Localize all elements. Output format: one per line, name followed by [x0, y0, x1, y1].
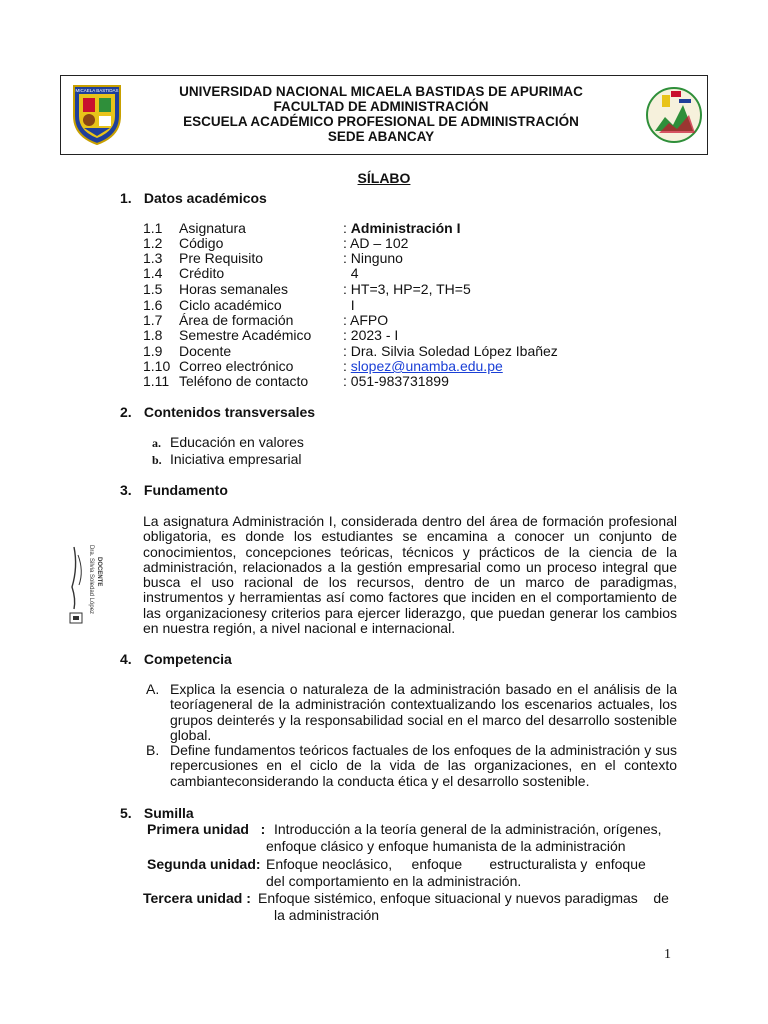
row-label: Correo electrónico: [179, 358, 294, 374]
row-number: 1.3: [143, 250, 163, 266]
row-number: 1.1: [143, 220, 163, 236]
row-label: Área de formación: [179, 312, 294, 328]
unit-line: del comportamiento en la administración.: [266, 873, 522, 889]
unit-line: Enfoque sistémico, enfoque situacional y nuevos paradigmas de: [258, 890, 669, 906]
document-title: SÍLABO: [357, 170, 411, 186]
header-box: [60, 75, 708, 155]
page-number: 1: [664, 947, 671, 962]
list-item: [152, 451, 302, 468]
faculty-name: FACULTAD DE ADMINISTRACIÓN: [273, 99, 489, 114]
row-value: I: [343, 297, 355, 313]
row-number: 1.8: [143, 327, 163, 343]
row-number: 1.9: [143, 343, 163, 359]
section-number: 4.: [120, 651, 132, 667]
unit-label: Tercera unidad :: [143, 890, 255, 906]
section-number: 5.: [120, 805, 132, 821]
section-fundamento: [120, 482, 228, 498]
row-number: 1.7: [143, 312, 163, 328]
email-link[interactable]: slopez@unamba.edu.pe: [350, 358, 503, 374]
row-label: Docente: [179, 343, 232, 359]
competency-letter: A.: [146, 681, 160, 697]
row-number: 1.6: [143, 297, 163, 313]
list-text: Educación en valores: [170, 434, 304, 450]
section-sumilla: [120, 805, 194, 821]
section-number: 1.: [120, 190, 132, 206]
header-title: [121, 84, 641, 144]
administration-school-logo-icon: [645, 81, 703, 149]
row-value: : AD – 102: [343, 235, 409, 251]
row-value: 4: [343, 265, 359, 281]
section-title: Datos académicos: [143, 190, 267, 206]
list-marker: b.: [152, 453, 162, 467]
competency-letter: B.: [146, 742, 160, 758]
school-name: ESCUELA ACADÉMICO PROFESIONAL DE ADMINISTRACIÓN: [183, 114, 579, 129]
competency-text: Define fundamentos teóricos factuales de los enfoques de la administración y sus repercusiones en el ciclo de la vida de las organizaciones, en el contexto cambianteconsiderando la conducta ética y el desarrollo sostenible.: [170, 742, 677, 789]
row-label: Código: [179, 235, 224, 251]
row-number: 1.4: [143, 265, 163, 281]
row-label: Semestre Académico: [179, 327, 312, 343]
row-value: : AFPO: [343, 312, 389, 328]
row-label: Horas semanales: [179, 281, 288, 297]
row-label: Ciclo académico: [179, 297, 282, 313]
signature-stamp-icon: [66, 537, 106, 627]
row-value: : Ninguno: [343, 250, 403, 266]
svg-text:MICAELA BASTIDAS: MICAELA BASTIDAS: [75, 88, 119, 93]
row-number: 1.11: [143, 373, 170, 389]
university-crest-icon: [70, 82, 124, 146]
university-name: UNIVERSIDAD NACIONAL MICAELA BASTIDAS DE APURIMAC: [179, 84, 583, 99]
section-title: Sumilla: [143, 805, 194, 821]
section-datos-academicos: [120, 190, 267, 206]
fundamento-paragraph: La asignatura Administración I, considerada dentro del área de formación profesional obligatoria, es donde los estudiantes se encamina a conocer un conjunto de conocimientos, concepciones teóricas, técnicos y prácticos de la ciencia de la administración, relacionados a la gestión empresarial como un proceso integral que busca el uso racional de los recursos, dentro de un marco de paradigmas, instrumentos y herramientas así como factores que inciden en el comportamiento de las organizacionesy criterios para ejercer liderazgo, que puedan generar los cambios en nuestra región, a nivel nacional e internacional.: [143, 513, 677, 637]
row-value: : HT=3, HP=2, TH=5: [343, 281, 471, 297]
unit-line: la administración: [274, 907, 380, 923]
row-value: : Dra. Silvia Soledad López Ibañez: [343, 343, 558, 359]
row-value: : 051-983731899: [343, 373, 449, 389]
section-number: 2.: [120, 404, 132, 420]
section-title: Fundamento: [143, 482, 228, 498]
row-value: : Administración I: [343, 220, 461, 236]
section-number: 3.: [120, 482, 132, 498]
row-number: 1.2: [143, 235, 163, 251]
svg-text:Dra. Silvia Soledad López: Dra. Silvia Soledad López: [88, 545, 94, 615]
competency-text: Explica la esencia o naturaleza de la administración basado en el análisis de la teoríageneral de la administración contextualizando los escenarios actuales, los grupos deinterés y la responsabilidad social en el marco del desarrollo sostenible global.: [170, 681, 677, 743]
svg-text:DOCENTE: DOCENTE: [96, 557, 102, 587]
list-item: [152, 434, 304, 451]
list-text: Iniciativa empresarial: [170, 451, 302, 467]
unit-line: Enfoque neoclásico, enfoque estructuralista y enfoque: [266, 856, 646, 872]
row-value: : 2023 - I: [343, 327, 399, 343]
row-label: Pre Requisito: [179, 250, 264, 266]
unit-label: Segunda unidad:: [147, 856, 265, 872]
section-title: Competencia: [143, 651, 232, 667]
section-competencia: [120, 651, 232, 667]
row-label: Teléfono de contacto: [179, 373, 309, 389]
row-label: Asignatura: [179, 220, 246, 236]
row-number: 1.5: [143, 281, 163, 297]
unit-line: enfoque clásico y enfoque humanista de la administración: [266, 838, 626, 854]
section-title: Contenidos transversales: [143, 404, 316, 420]
row-label: Crédito: [179, 265, 225, 281]
section-contenidos-transversales: [120, 404, 315, 420]
unit-label: Primera unidad :: [147, 821, 270, 837]
row-value: : slopez@unamba.edu.pe: [343, 358, 503, 374]
campus-name: SEDE ABANCAY: [327, 129, 435, 144]
unit-line: Introducción a la teoría general de la administración, orígenes,: [274, 821, 662, 837]
list-marker: a.: [152, 436, 161, 450]
row-number: 1.10: [143, 358, 171, 374]
